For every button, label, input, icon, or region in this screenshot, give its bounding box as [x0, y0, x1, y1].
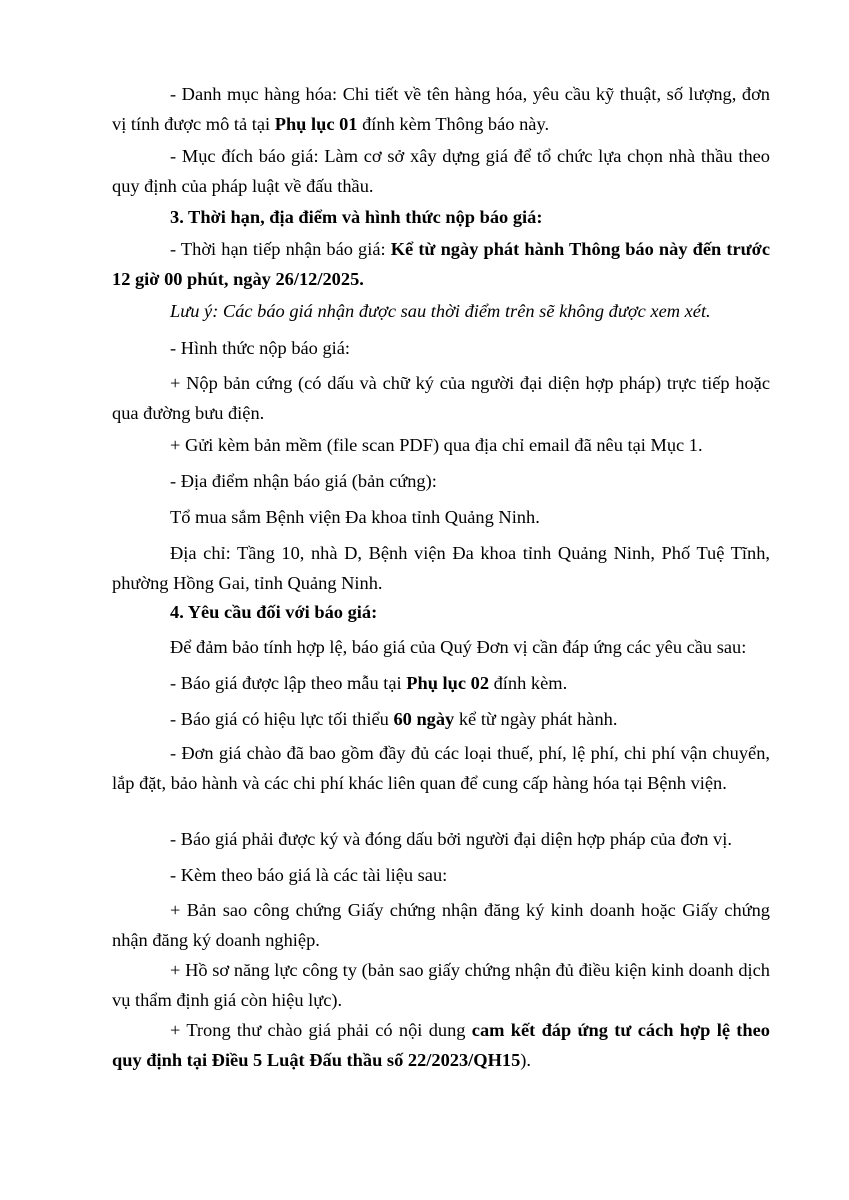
appendix-02-ref: Phụ lục 02 [406, 673, 490, 693]
attachments-label: - Kèm theo báo giá là các tài liệu sau: [170, 865, 448, 885]
hardcopy-paragraph: + Nộp bản cứng (có dấu và chữ ký của người đại diện hợp pháp) trực tiếp hoặc qua đường bưu điện. [112, 373, 770, 423]
goods-list-paragraph: - Danh mục hàng hóa: Chi tiết về tên hàng hóa, yêu cầu kỹ thuật, số lượng, đơn vị tính được mô tả tại Phụ lục 01 đính kèm Thông báo này. [112, 84, 770, 134]
section-4-heading: 4. Yêu cầu đối với báo giá: [170, 602, 378, 622]
deadline-value: Kể từ ngày phát hành Thông báo này đến trước 12 giờ 00 phút, ngày 26/12/2025. [112, 239, 771, 289]
commitment-value: cam kết đáp ứng tư cách hợp lệ theo quy định tại Điều 5 Luật Đấu thầu số 22/2023/QH15 [112, 1020, 770, 1070]
signature-paragraph: - Báo giá phải được ký và đóng dấu bởi người đại diện hợp pháp của đơn vị. [170, 829, 732, 849]
section-3-heading: 3. Thời hạn, địa điểm và hình thức nộp báo giá: [170, 207, 543, 227]
appendix-01-ref: Phụ lục 01 [274, 114, 358, 134]
deadline-paragraph: - Thời hạn tiếp nhận báo giá: Kể từ ngày phát hành Thông báo này đến trước 12 giờ 00 phút, ngày 26/12/2025. [112, 239, 771, 289]
procurement-team: Tổ mua sắm Bệnh viện Đa khoa tỉnh Quảng Ninh. [170, 507, 540, 527]
location-label: - Địa điểm nhận báo giá (bản cứng): [170, 471, 437, 491]
requirements-intro: Để đảm bảo tính hợp lệ, báo giá của Quý Đơn vị cần đáp ứng các yêu cầu sau: [170, 637, 747, 657]
commitment-paragraph: + Trong thư chào giá phải có nội dung cam kết đáp ứng tư cách hợp lệ theo quy định tại Điều 5 Luật Đấu thầu số 22/2023/QH15). [112, 1020, 770, 1070]
validity-paragraph: - Báo giá có hiệu lực tối thiểu 60 ngày kể từ ngày phát hành. [170, 709, 618, 729]
note-paragraph: Lưu ý: Các báo giá nhận được sau thời điểm trên sẽ không được xem xét. [170, 301, 711, 321]
template-paragraph: - Báo giá được lập theo mẫu tại Phụ lục 02 đính kèm. [170, 673, 568, 693]
company-profile-paragraph: + Hồ sơ năng lực công ty (bản sao giấy chứng nhận đủ điều kiện kinh doanh dịch vụ thẩm định giá còn hiệu lực). [112, 960, 770, 1010]
address-paragraph: Địa chỉ: Tầng 10, nhà D, Bệnh viện Đa khoa tỉnh Quảng Ninh, Phố Tuệ Tĩnh, phường Hồng Gai, tỉnh Quảng Ninh. [112, 543, 770, 593]
business-license-paragraph: + Bản sao công chứng Giấy chứng nhận đăng ký kinh doanh hoặc Giấy chứng nhận đăng ký doanh nghiệp. [112, 900, 770, 950]
softcopy-paragraph: + Gửi kèm bản mềm (file scan PDF) qua địa chỉ email đã nêu tại Mục 1. [170, 435, 703, 455]
purpose-paragraph: - Mục đích báo giá: Làm cơ sở xây dựng giá để tổ chức lựa chọn nhà thầu theo quy định của pháp luật về đấu thầu. [112, 146, 770, 196]
submission-method-label: - Hình thức nộp báo giá: [170, 338, 351, 358]
validity-days: 60 ngày [393, 709, 455, 729]
unit-price-paragraph: - Đơn giá chào đã bao gồm đầy đủ các loại thuế, phí, lệ phí, chi phí vận chuyển, lắp đặt, bảo hành và các chi phí khác liên quan để cung cấp hàng hóa tại Bệnh viện. [112, 743, 770, 793]
